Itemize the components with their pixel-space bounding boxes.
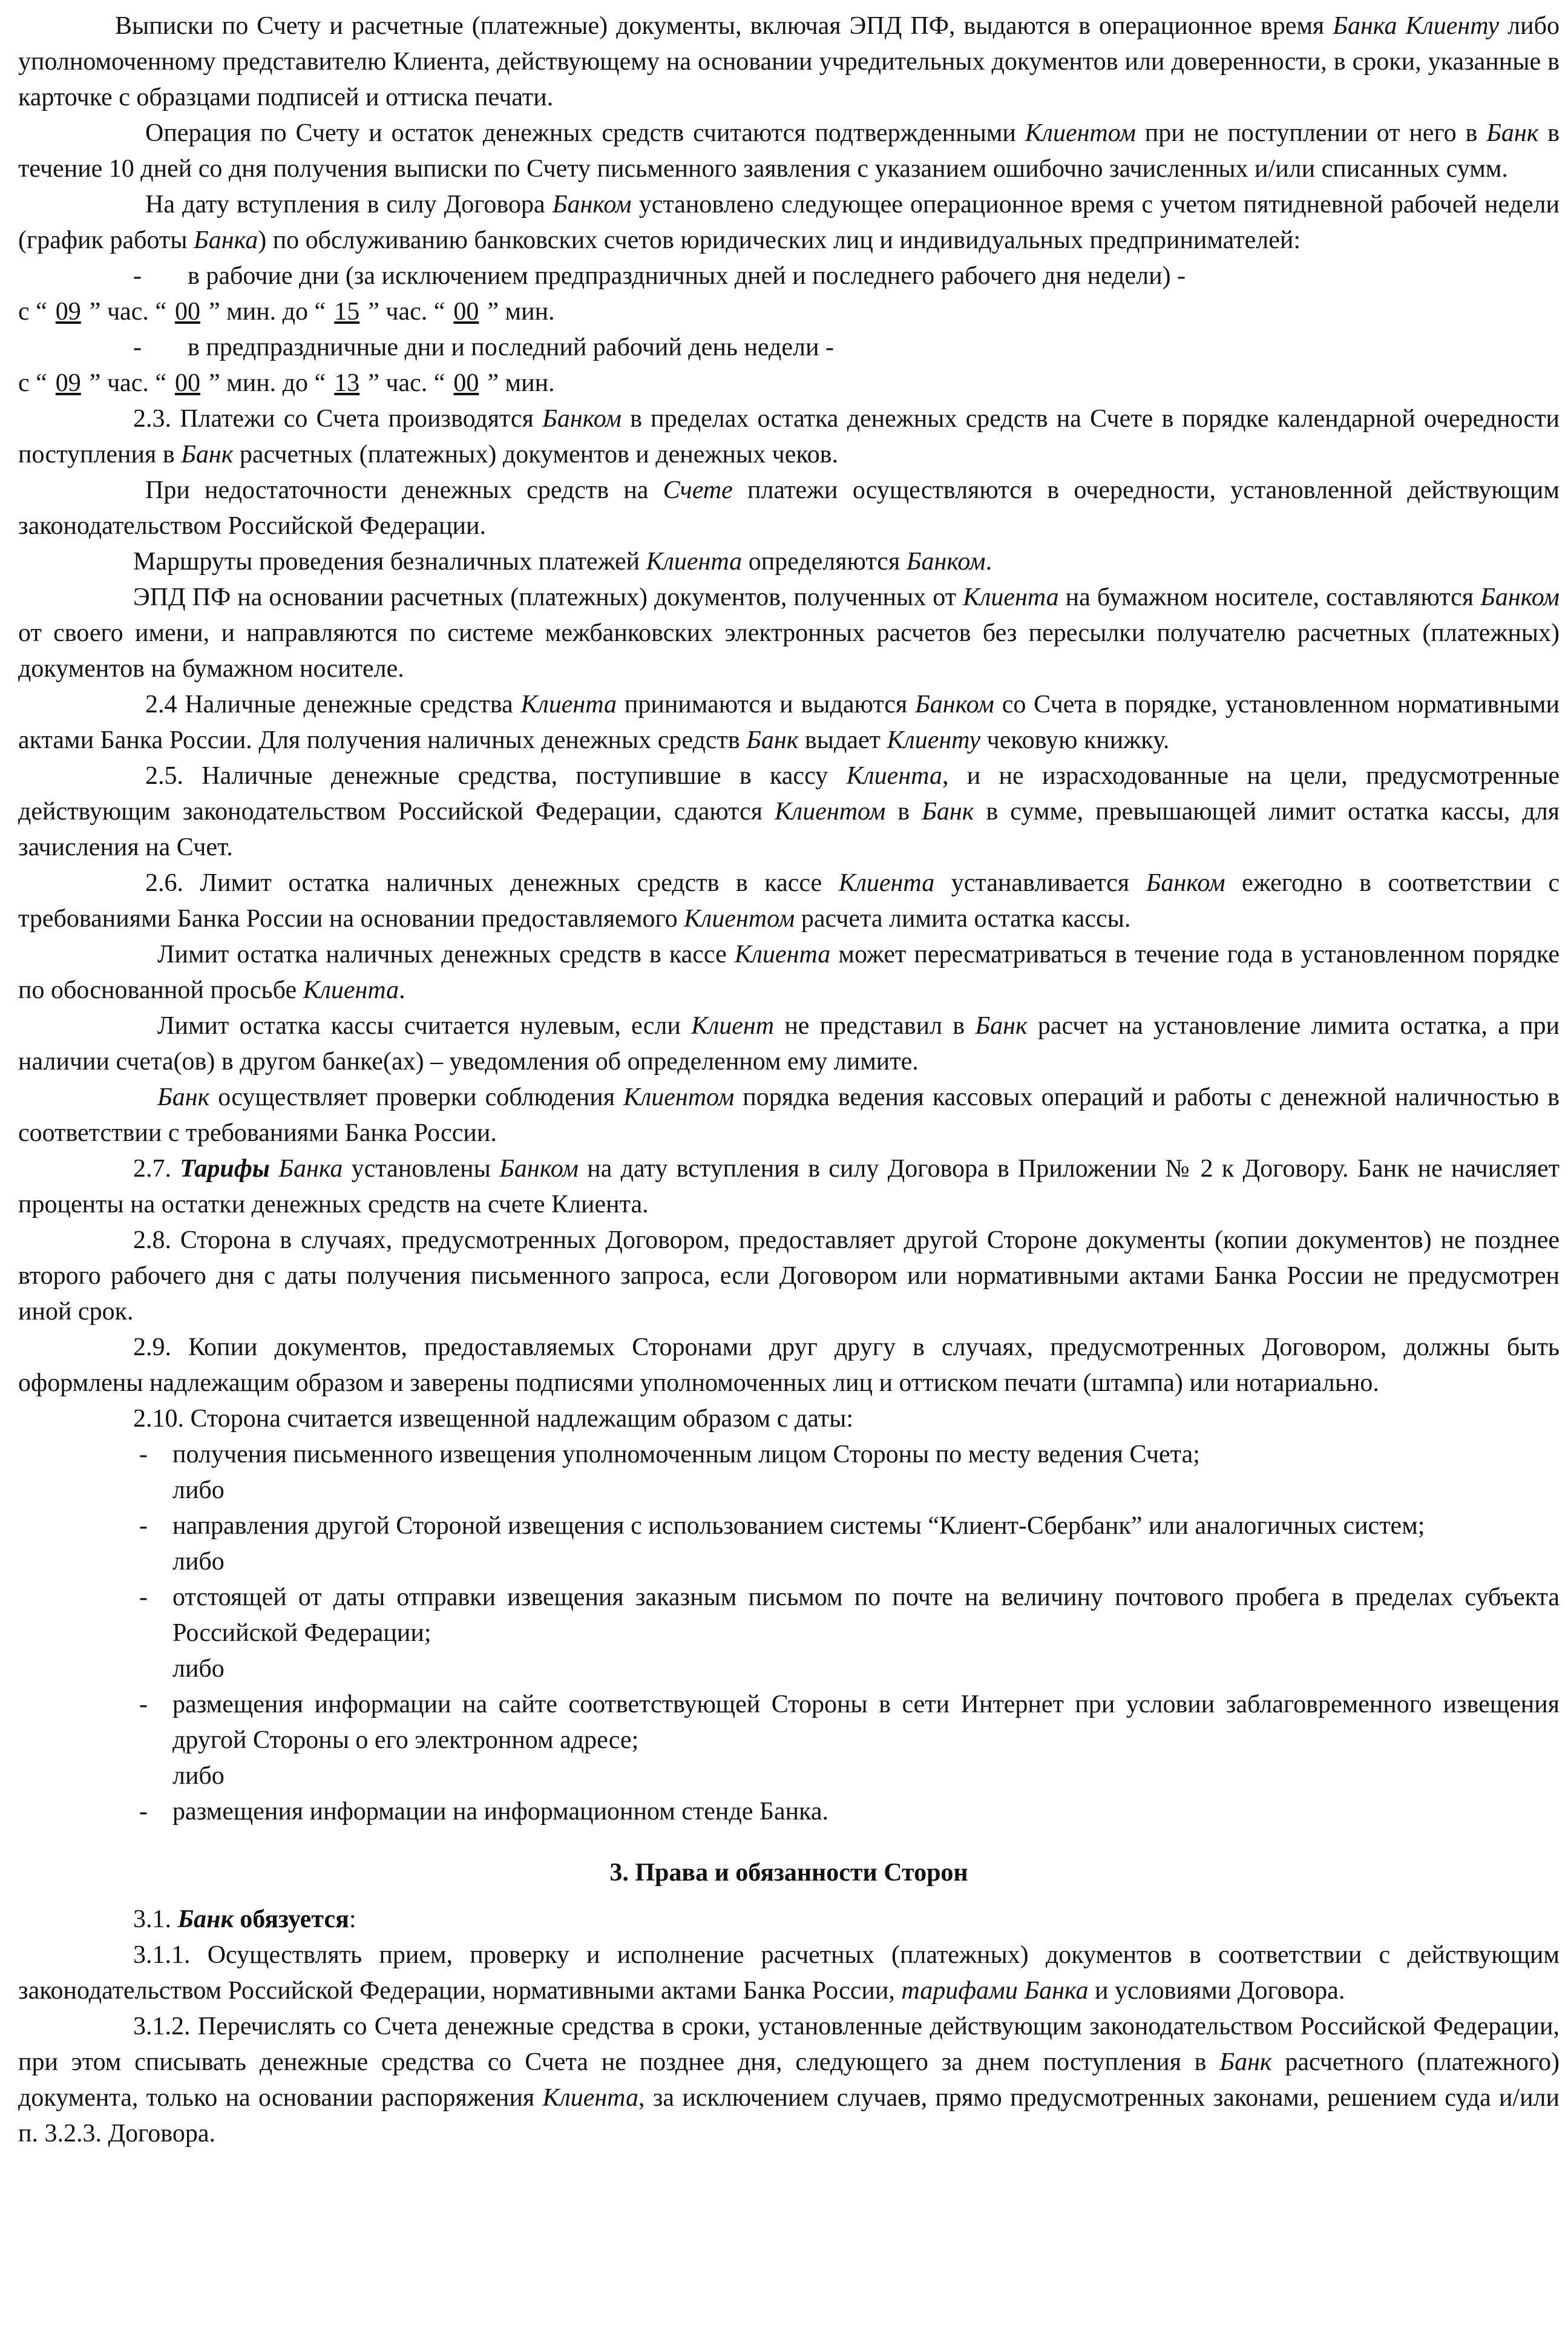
- notice-item: - получения письменного извещения уполномоченным лицом Стороны по месту ведения Счета;: [139, 1441, 1200, 1468]
- either-word: либо: [172, 1476, 225, 1504]
- paragraph-2-6: 2.6. Лимит остатка наличных денежных средств в кассе Клиента устанавливается Банком ежегодно в соответствии с требованиями Банка России на основании предоставляемого Клиентом расчета лимита остатка кассы.: [18, 869, 1560, 933]
- notice-item: - направления другой Стороной извещения с использованием системы “Клиент-Сбербанк” или аналогичных систем;: [139, 1512, 1425, 1540]
- paragraph-2-3: 2.3. Платежи со Счета производятся Банком в пределах остатка денежных средств на Счете в порядке календарной очередности поступления в Банк расчетных (платежных) документов и денежных чеков.: [18, 405, 1560, 468]
- section-heading: 3. Права и обязанности Сторон: [609, 1859, 968, 1887]
- paragraph-2-10: 2.10. Сторона считается извещенной надлежащим образом с даты:: [133, 1405, 854, 1433]
- paragraph-2-6-checks: Банк осуществляет проверки соблюдения Клиентом порядка ведения кассовых операций и работы с денежной наличностью в соответствии с требованиями Банка России.: [18, 1083, 1560, 1147]
- paragraph-2-6-zero: Лимит остатка кассы считается нулевым, если Клиент не представил в Банк расчет на установление лимита остатка, а при наличии счета(ов) в другом банке(ах) – уведомления об определенном ему лимите.: [18, 1012, 1560, 1076]
- notice-item: - отстоящей от даты отправки извещения заказным письмом по почте на величину почтового пробега в пределах субъекта Российской Федерации;: [139, 1583, 1560, 1647]
- notice-item: - размещения информации на информационном стенде Банка.: [139, 1798, 829, 1826]
- paragraph-2-3-insufficient: При недостаточности денежных средств на Счете платежи осуществляются в очередности, установленной действующим законодательством Российской Федерации.: [18, 476, 1560, 540]
- paragraph-2-9: 2.9. Копии документов, предоставляемых Сторонами друг другу в случаях, предусмотренных Договором, должны быть оформлены надлежащим образом и заверены подписями уполномоченных лиц и оттиском печати (штампа) или нотариально.: [18, 1333, 1560, 1397]
- paragraph-2-5: 2.5. Наличные денежные средства, поступившие в кассу Клиента, и не израсходованные на цели, предусмотренные действующим законодательством Российской Федерации, сдаются Клиентом в Банк в сумме, превышающей лимит остатка кассы, для зачисления на Счет.: [18, 762, 1560, 861]
- paragraph-2-3-routes: Маршруты проведения безналичных платежей Клиента определяются Банком.: [133, 548, 992, 576]
- notice-item: - размещения информации на сайте соответствующей Стороны в сети Интернет при условии заблаговременного извещения другой Стороны о его электронном адресе;: [139, 1691, 1560, 1754]
- paragraph-2-7: 2.7. Тарифы Банка установлены Банком на дату вступления в силу Договора в Приложении № 2 к Договору. Банк не начисляет проценты на остатки денежных средств на счете Клиента.: [18, 1155, 1560, 1218]
- workdays-label: - в рабочие дни (за исключением предпраздничных дней и последнего рабочего дня недели) -: [133, 262, 1186, 290]
- paragraph-3-1-2: 3.1.2. Перечислять со Счета денежные средства в сроки, установленные действующим законодательством Российской Федерации, при этом списывать денежные средства со Счета не позднее дня, следующего за днем поступления в Банк расчетного (платежного) документа, только на основании распоряжения Клиента, за исключением случаев, прямо предусмотренных законами, решением суда и/или п. 3.2.3. Договора.: [18, 2013, 1560, 2148]
- paragraph-2-8: 2.8. Сторона в случаях, предусмотренных Договором, предоставляет другой Стороне документы (копии документов) не позднее второго рабочего дня с даты получения письменного запроса, если Договором или нормативными актами Банка России не предусмотрен иной срок.: [18, 1226, 1560, 1326]
- workdays-hours: с “ 09 ” час. “ 00 ” мин. до “ 15 ” час. “ 00 ” мин.: [18, 298, 555, 326]
- either-word: либо: [172, 1762, 225, 1790]
- either-word: либо: [172, 1655, 225, 1683]
- paragraph-2-3-epd: ЭПД ПФ на основании расчетных (платежных) документов, полученных от Клиента на бумажном носителе, составляются Банком от своего имени, и направляются по системе межбанковских электронных расчетов без пересылки получателю расчетных (платежных) документов на бумажном носителе.: [18, 583, 1560, 683]
- paragraph-operating-time: На дату вступления в силу Договора Банком установлено следующее операционное время с учетом пятидневной рабочей недели (график работы Банка) по обслуживанию банковских счетов юридических лиц и индивидуальных предпринимателей:: [18, 191, 1560, 254]
- paragraph-2-4: 2.4 Наличные денежные средства Клиента принимаются и выдаются Банком со Счета в порядке, установленном нормативными актами Банка России. Для получения наличных денежных средств Банк выдает Клиенту чековую книжку.: [18, 691, 1560, 754]
- paragraph-2-6-revision: Лимит остатка наличных денежных средств в кассе Клиента может пересматриваться в течение года в установленном порядке по обоснованной просьбе Клиента.: [18, 941, 1560, 1004]
- paragraph-confirmation: Операция по Счету и остаток денежных средств считаются подтвержденными Клиентом при не поступлении от него в Банк в течение 10 дней со дня получения выписки по Счету письменного заявления с указанием ошибочно зачисленных и/или списанных сумм.: [18, 119, 1560, 183]
- either-word: либо: [172, 1548, 225, 1576]
- preholiday-hours: с “ 09 ” час. “ 00 ” мин. до “ 13 ” час. “ 00 ” мин.: [18, 369, 555, 397]
- paragraph-3-1-1: 3.1.1. Осуществлять прием, проверку и исполнение расчетных (платежных) документов в соответствии с действующим законодательством Российской Федерации, нормативными актами Банка России, тарифами Банка и условиями Договора.: [18, 1941, 1560, 2005]
- preholiday-label: - в предпраздничные дни и последний рабочий день недели -: [133, 334, 834, 361]
- paragraph-3-1: 3.1. Банк обязуется:: [133, 1905, 356, 1933]
- paragraph-statements: Выписки по Счету и расчетные (платежные) документы, включая ЭПД ПФ, выдаются в операционное время Банка Клиенту либо уполномоченному представителю Клиента, действующему на основании учредительных документов или доверенности, в сроки, указанные в карточке с образцами подписей и оттиска печати.: [18, 12, 1560, 111]
